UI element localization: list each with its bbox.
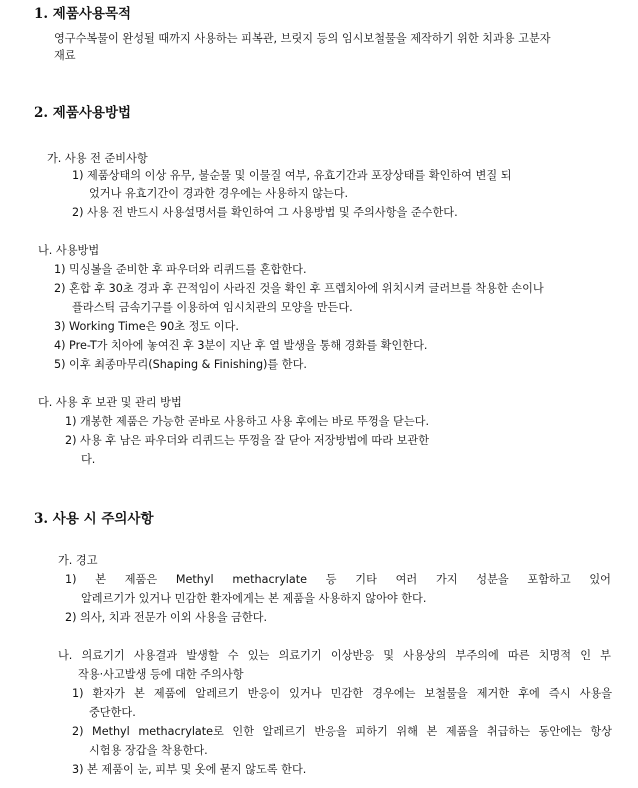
section-3-b-item-2-line-2: 시험용 장갑을 착용한다. <box>89 744 208 757</box>
section-2-title: 2. 제품사용방법 <box>34 105 132 121</box>
section-2-b-item-2-line-1: 2) 혼합 후 30초 경과 후 끈적임이 사라진 것을 확인 후 프렙치아에 위치시켜 글러브를 착용한 손이나 <box>54 282 544 295</box>
section-3-a-item-2: 2) 의사, 치과 전문가 이외 사용을 금한다. <box>65 611 268 624</box>
section-3-b-item-2-line-1: 2) Methyl methacrylate로 인한 알레르기 반응을 피하기 위해 본 제품을 취급하는 동안에는 항상 <box>72 725 612 738</box>
section-3-a-item-1-line-1: 1) 본 제품은 Methyl methacrylate 등 기타 여러 가지 성분을 포함하고 있어 <box>65 573 611 586</box>
section-2-b-item-5: 5) 이후 최종마무리(Shaping & Finishing)를 한다. <box>54 358 307 371</box>
section-2-c-item-2-line-1: 2) 사용 후 남은 파우더와 리퀴드는 뚜껑을 잘 닫아 저장방법에 따라 보관한 <box>65 434 430 447</box>
section-2-c-item-2-line-2: 다. <box>81 453 96 466</box>
section-3-title: 3. 사용 시 주의사항 <box>34 511 154 527</box>
section-2-a-item-1-line-2: 었거나 유효기간이 경과한 경우에는 사용하지 않는다. <box>89 187 349 200</box>
section-2-a-title: 가. 사용 전 준비사항 <box>47 152 148 165</box>
section-2-a-item-1-line-1: 1) 제품상태의 이상 유무, 불순물 및 이물질 여부, 유효기간과 포장상태를 확인하여 변질 되 <box>72 169 512 182</box>
section-2-b-item-4: 4) Pre-T가 치아에 놓여진 후 3분이 지난 후 열 발생을 통해 경화를 확인한다. <box>54 339 428 352</box>
section-3-b-item-3: 3) 본 제품이 눈, 피부 및 옷에 묻지 않도록 한다. <box>72 763 307 776</box>
section-2-c-title: 다. 사용 후 보관 및 관리 방법 <box>38 396 182 409</box>
section-3-b-title-line-1: 나. 의료기기 사용결과 발생할 수 있는 의료기기 이상반응 및 사용상의 부주의에 따른 치명적 인 부 <box>58 649 611 662</box>
section-3-a-item-1-line-2: 알레르기가 있거나 민감한 환자에게는 본 제품을 사용하지 않아야 한다. <box>81 592 427 605</box>
section-3-b-item-1-line-1: 1) 환자가 본 제품에 알레르기 반응이 있거나 민감한 경우에는 보철물을 제거한 후에 즉시 사용을 <box>72 687 612 700</box>
section-3-a-title: 가. 경고 <box>58 554 98 567</box>
section-2-a-item-2: 2) 사용 전 반드시 사용설명서를 확인하여 그 사용방법 및 주의사항을 준수한다. <box>72 206 458 219</box>
section-2-b-item-1: 1) 믹싱볼을 준비한 후 파우더와 리퀴드를 혼합한다. <box>54 263 307 276</box>
section-1-line-2: 재료 <box>54 49 76 62</box>
section-3-b-title-line-2: 작용·사고발생 등에 대한 주의사항 <box>78 668 244 681</box>
section-2-c-item-1: 1) 개봉한 제품은 가능한 곧바로 사용하고 사용 후에는 바로 뚜껑을 닫는다. <box>65 415 430 428</box>
section-1-line-1: 영구수복물이 완성될 때까지 사용하는 피복관, 브릿지 등의 임시보철물을 제작하기 위한 치과용 고분자 <box>54 32 551 45</box>
section-1-title: 1. 제품사용목적 <box>34 6 132 22</box>
section-2-b-title: 나. 사용방법 <box>38 244 100 257</box>
section-3-b-item-1-line-2: 중단한다. <box>89 706 136 719</box>
section-2-b-item-3: 3) Working Time은 90초 정도 이다. <box>54 320 239 333</box>
section-2-b-item-2-line-2: 플라스틱 금속기구를 이용하여 임시치관의 모양을 만든다. <box>72 301 353 314</box>
